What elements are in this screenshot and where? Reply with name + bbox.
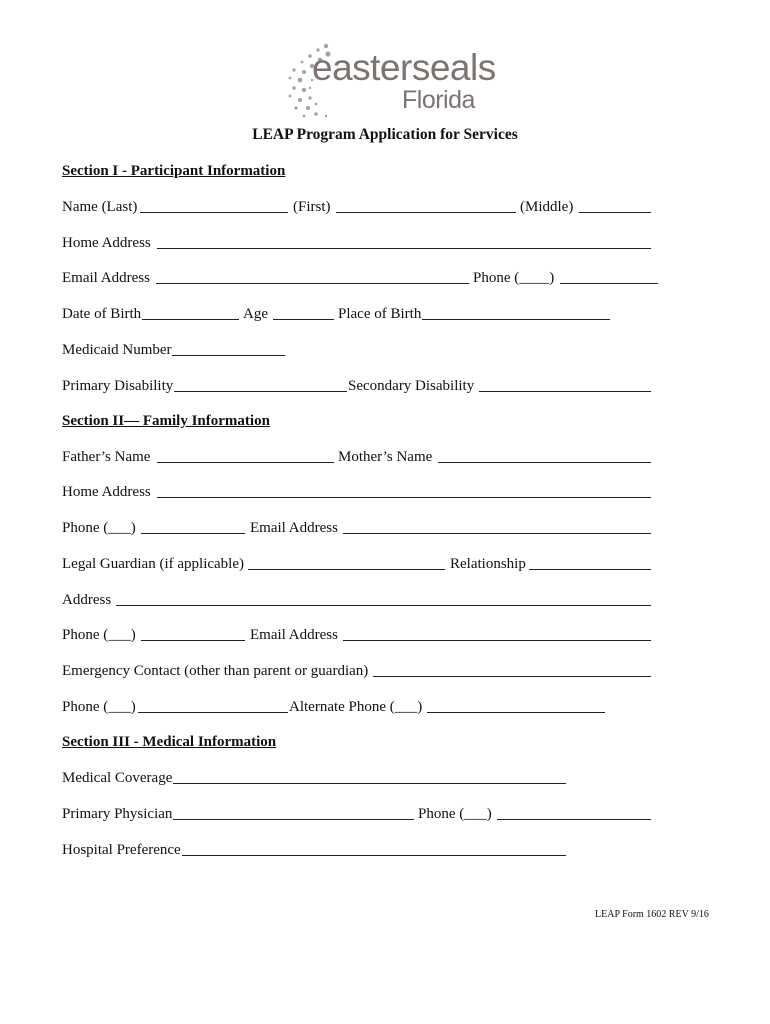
emergency-contact-label: Emergency Contact (other than parent or guardian) [62,663,369,679]
place-of-birth-field[interactable] [422,319,610,320]
hospital-preference-field[interactable] [182,855,566,856]
section-3-heading: Section III - Medical Information [62,734,277,750]
age-field[interactable] [273,319,334,320]
mothers-name-label: Mother’s Name [338,449,433,465]
guardian-email-field[interactable] [343,640,651,641]
place-of-birth-label: Place of Birth [338,306,422,322]
secondary-disability-field[interactable] [479,391,651,392]
legal-guardian-field[interactable] [248,569,445,570]
emergency-contact-field[interactable] [373,676,651,677]
logo-brand-text: easterseals [312,47,496,88]
emergency-phone-field[interactable] [138,712,288,713]
name-middle-label: (Middle) [520,199,574,215]
name-first-field[interactable] [336,212,516,213]
family-phone-label: Phone (___) [62,520,136,536]
date-of-birth-field[interactable] [142,319,239,320]
relationship-label: Relationship [450,556,526,572]
family-email-field[interactable] [343,533,651,534]
emergency-phone-label: Phone (___) [62,699,136,715]
alternate-phone-label: Alternate Phone (___) [289,699,423,715]
guardian-address-field[interactable] [116,605,651,606]
section-1-heading: Section I - Participant Information [62,163,286,179]
physician-phone-label: Phone (___) [418,806,492,822]
medical-coverage-field[interactable] [173,783,566,784]
physician-phone-field[interactable] [497,819,651,820]
guardian-phone-field[interactable] [141,640,245,641]
easterseals-logo [284,40,496,120]
primary-physician-field[interactable] [173,819,414,820]
family-home-address-field[interactable] [157,497,651,498]
family-home-address-label: Home Address [62,484,151,500]
phone-label: Phone (____) [473,270,555,286]
email-address-field[interactable] [156,283,469,284]
name-middle-field[interactable] [579,212,651,213]
form-title: LEAP Program Application for Services [252,126,518,143]
legal-guardian-label: Legal Guardian (if applicable) [62,556,244,572]
relationship-field[interactable] [529,569,651,570]
section-2-heading: Section II— Family Information [62,413,270,429]
guardian-email-label: Email Address [250,627,338,643]
secondary-disability-label: Secondary Disability [348,378,475,394]
fathers-name-label: Father’s Name [62,449,151,465]
guardian-address-label: Address [62,592,112,608]
phone-field[interactable] [560,283,658,284]
family-email-label: Email Address [250,520,338,536]
primary-disability-label: Primary Disability [62,378,174,394]
name-last-field[interactable] [140,212,288,213]
home-address-label: Home Address [62,235,151,251]
name-last-label: Name (Last) [62,199,138,215]
form-footer: LEAP Form 1602 REV 9/16 [595,909,709,920]
medicaid-number-field[interactable] [172,355,285,356]
primary-disability-field[interactable] [174,391,347,392]
name-first-label: (First) [293,199,331,215]
date-of-birth-label: Date of Birth [62,306,142,322]
hospital-preference-label: Hospital Preference [62,842,181,858]
medical-coverage-label: Medical Coverage [62,770,173,786]
guardian-phone-label: Phone (___) [62,627,136,643]
email-address-label: Email Address [62,270,150,286]
age-label: Age [243,306,268,322]
medicaid-number-label: Medicaid Number [62,342,172,358]
fathers-name-field[interactable] [157,462,334,463]
mothers-name-field[interactable] [438,462,651,463]
family-phone-field[interactable] [141,533,245,534]
alternate-phone-field[interactable] [427,712,605,713]
primary-physician-label: Primary Physician [62,806,173,822]
logo-region-text: Florida [402,86,475,114]
home-address-field[interactable] [157,248,651,249]
